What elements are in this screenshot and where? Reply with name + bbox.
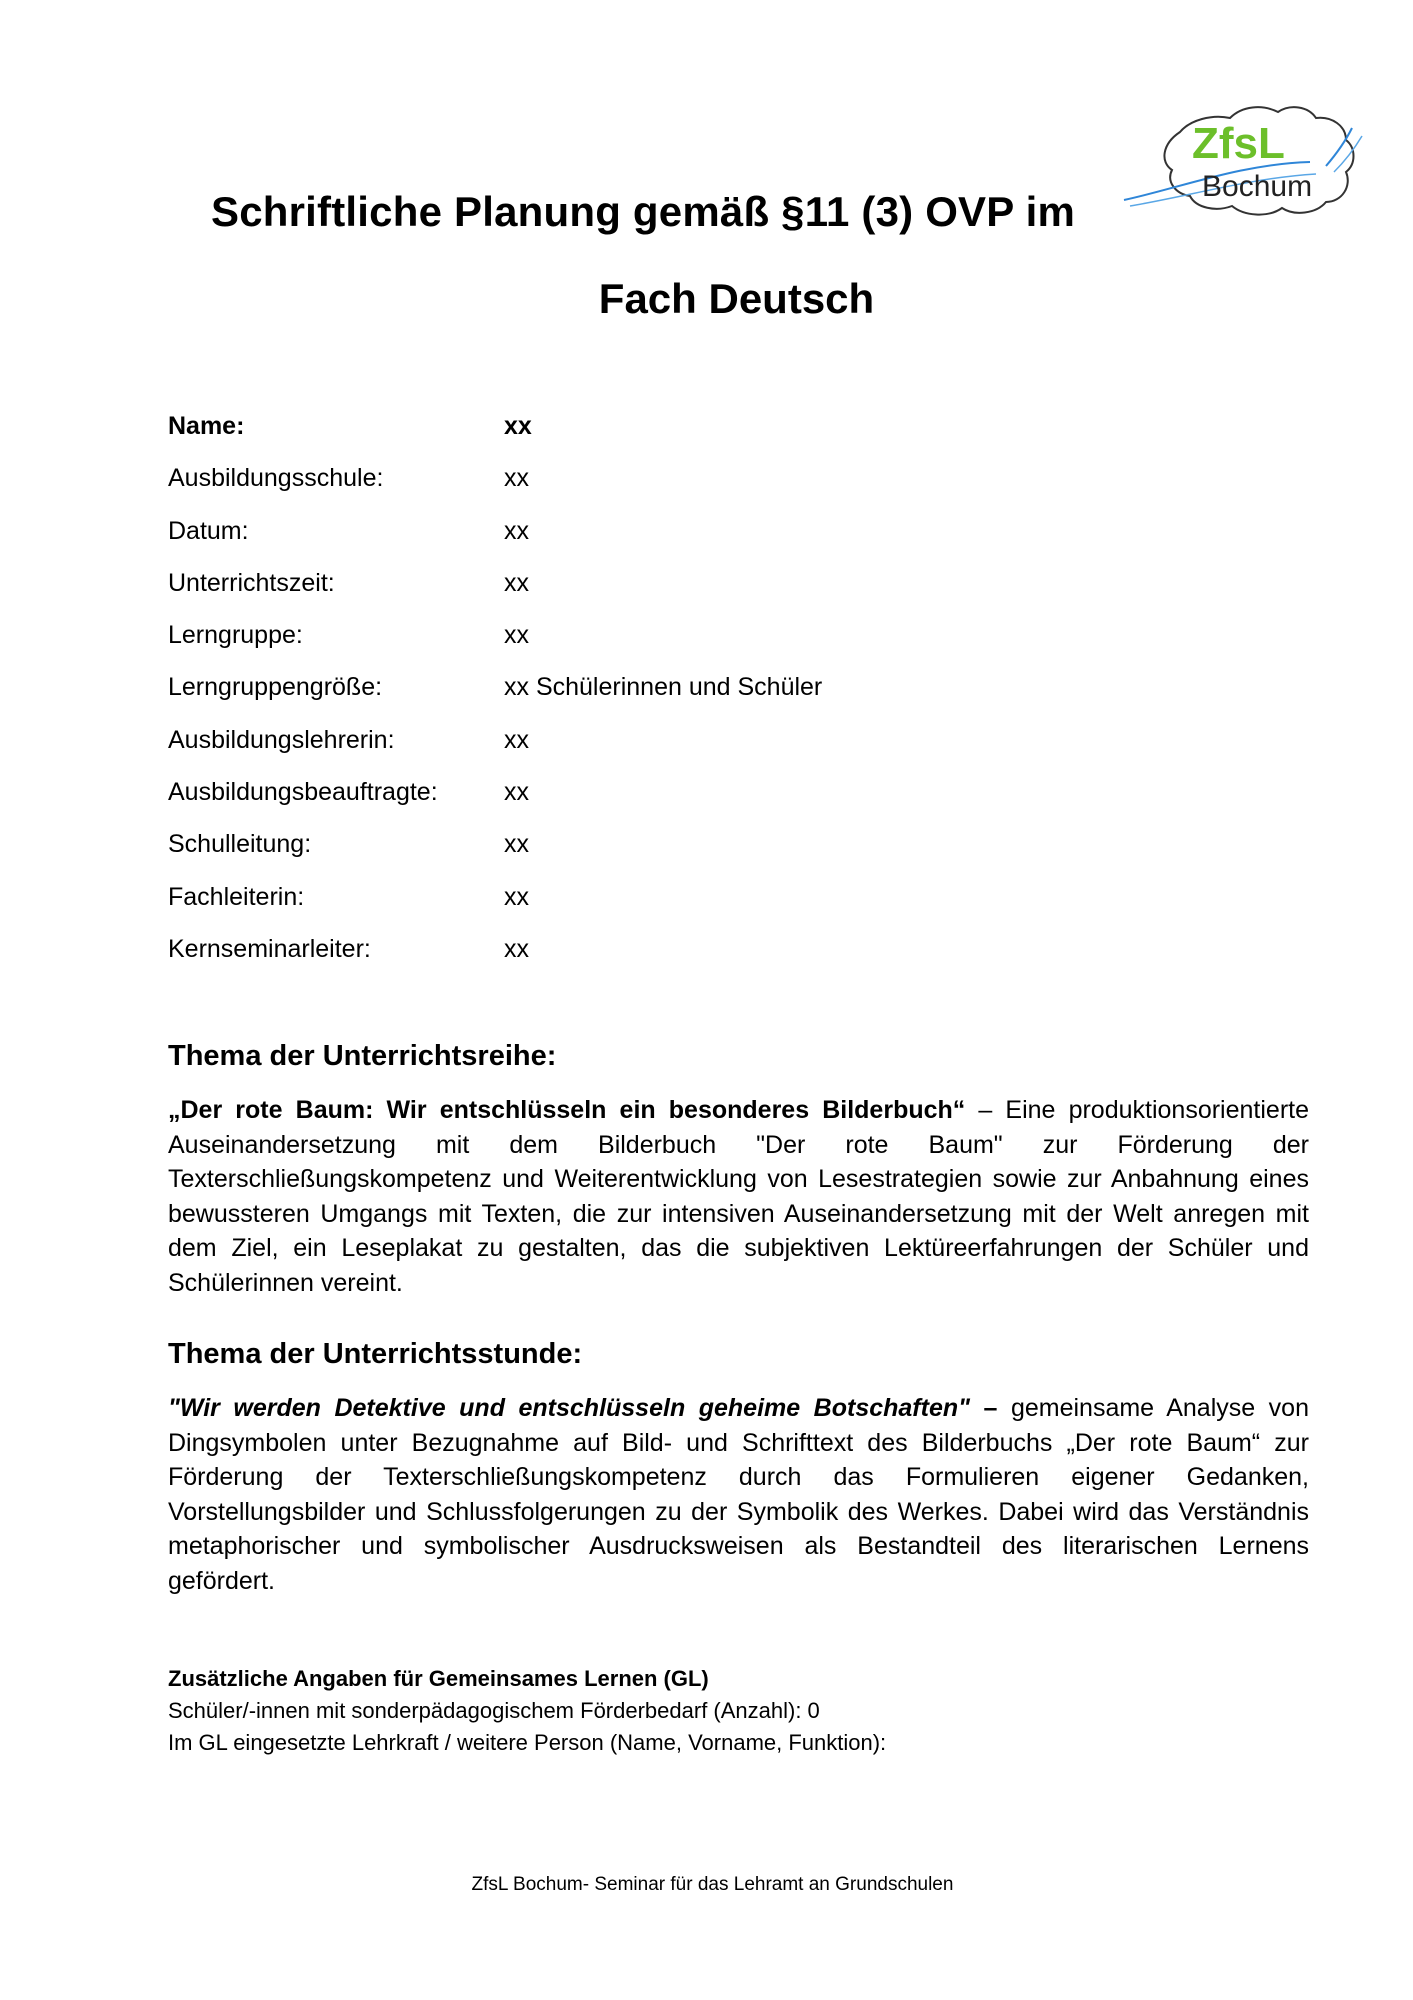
info-value: xx — [504, 830, 529, 859]
info-row-lerngruppengroesse — [168, 673, 1318, 725]
info-row-ausbildungsbeauftragte — [168, 778, 1318, 830]
reihe-lead: „Der rote Baum: Wir entschlüsseln ein besonderes Bilderbuch“ — [168, 1096, 966, 1124]
info-row-fachleiterin — [168, 883, 1318, 935]
stunde-dash: – — [970, 1394, 998, 1422]
paragraph-unterrichtsreihe — [168, 1093, 1309, 1300]
heading-unterrichtsreihe: Thema der Unterrichtsreihe: — [168, 1040, 557, 1072]
zfsl-logo — [1120, 92, 1370, 232]
info-row-unterrichtszeit — [168, 569, 1318, 621]
info-label: Lerngruppengröße: — [168, 673, 383, 702]
page-title-line1: Schriftliche Planung gemäß §11 (3) OVP im — [211, 188, 1076, 235]
info-value: xx — [504, 882, 529, 911]
stunde-text: gemeinsame Analyse von Dingsymbolen unter Bezugnahme auf Bild- und Schrifttext des Bilderbuchs „Der rote Baum“ zur Förderung der Texterschließungskompetenz durch das Formulieren eigener Gedanken, Vorstellungsbilder und Schlussfolgerungen zu der Symbolik des Werkes. Dabei wird das Verständnis metaphorischer und symbolischer Ausdrucksweisen als Bestandteil des literarischen Lernens gefördert. — [168, 1394, 1309, 1595]
info-label: Kernseminarleiter: — [168, 934, 371, 963]
info-row-ausbildungsschule — [168, 464, 1318, 516]
info-value: xx — [504, 621, 529, 650]
info-value: xx — [504, 568, 529, 597]
info-label: Schulleitung: — [168, 830, 312, 859]
info-row-lerngruppe — [168, 621, 1318, 673]
logo-text-bochum: Bochum — [1202, 170, 1313, 203]
gl-section — [168, 1663, 886, 1759]
info-label: Ausbildungslehrerin: — [168, 725, 395, 754]
gl-line-foerderbedarf: Schüler/-innen mit sonderpädagogischem Förderbedarf (Anzahl): 0 — [168, 1698, 820, 1723]
info-label: Name: — [168, 412, 245, 440]
info-row-kernseminarleiter — [168, 935, 1318, 987]
page-title-line2: Fach Deutsch — [598, 275, 875, 322]
gl-line-lehrkraft: Im GL eingesetzte Lehrkraft / weitere Person (Name, Vorname, Funktion): — [168, 1730, 887, 1755]
info-row-ausbildungslehrerin — [168, 726, 1318, 778]
info-row-datum — [168, 517, 1318, 569]
gl-title: Zusätzliche Angaben für Gemeinsames Lernen (GL) — [168, 1666, 709, 1691]
info-label: Unterrichtszeit: — [168, 568, 335, 597]
info-label: Lerngruppe: — [168, 621, 303, 650]
info-label: Fachleiterin: — [168, 882, 305, 911]
info-label: Datum: — [168, 516, 249, 545]
info-value: xx — [504, 412, 532, 440]
paragraph-unterrichtsstunde — [168, 1391, 1309, 1598]
logo-swoosh-3 — [1326, 128, 1352, 166]
page-footer: ZfsL Bochum- Seminar für das Lehramt an Grundschulen — [471, 1874, 954, 1895]
info-value: xx — [504, 725, 529, 754]
info-value: xx Schülerinnen und Schüler — [504, 673, 823, 702]
info-row-name — [168, 412, 1318, 464]
logo-text-zfsl: ZfsL — [1192, 119, 1285, 168]
heading-unterrichtsstunde: Thema der Unterrichtsstunde: — [168, 1338, 583, 1370]
info-value: xx — [504, 464, 529, 493]
reihe-text: – Eine produktionsorientierte Auseinandersetzung mit dem Bilderbuch "Der rote Baum" zur Förderung der Texterschließungskompetenz und Weiterentwicklung von Lesestrategien sowie zur Anbahnung eines bewussteren Umgangs mit Texten, die zur intensiven Auseinandersetzung mit der Welt anregen mit dem Ziel, ein Leseplakat zu gestalten, das die subjektiven Lektüreerfahrungen der Schüler und Schülerinnen vereint. — [168, 1096, 1309, 1297]
stunde-lead: "Wir werden Detektive und entschlüsseln geheime Botschaften" — [168, 1394, 970, 1422]
info-table — [168, 412, 1318, 987]
info-value: xx — [504, 934, 529, 963]
info-row-schulleitung — [168, 830, 1318, 882]
info-label: Ausbildungsschule: — [168, 464, 384, 493]
info-label: Ausbildungsbeauftragte: — [168, 778, 438, 807]
info-value: xx — [504, 778, 529, 807]
info-value: xx — [504, 516, 529, 545]
